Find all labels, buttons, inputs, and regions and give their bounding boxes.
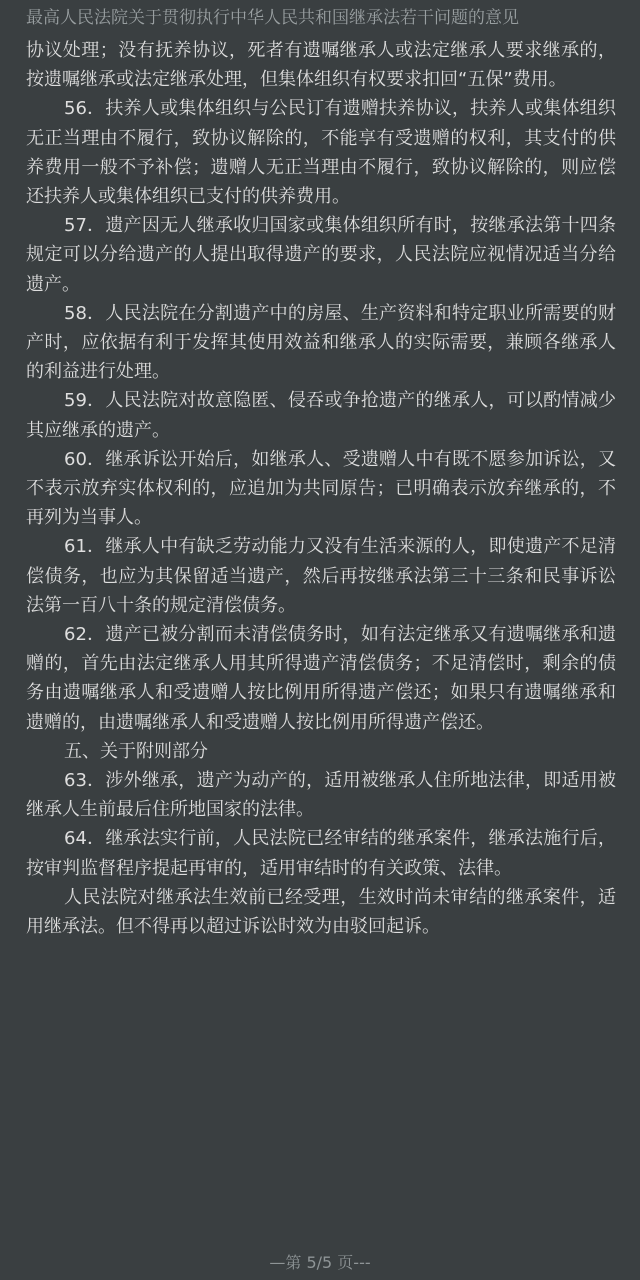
paragraph-closing: 人民法院对继承法生效前已经受理，生效时尚未审结的继承案件，适用继承法。但不得再以超过诉讼时效为由驳回起诉。 [26, 886, 616, 938]
paragraph-article-59: 59．人民法院对故意隐匿、侵吞或争抢遗产的继承人，可以酌情减少其应继承的遗产。 [26, 390, 616, 441]
paragraph-article-56: 56．扶养人或集体组织与公民订有遗赠扶养协议，扶养人或集体组织无正当理由不履行，致协议解除的，不能享有受遗赠的权利，其支付的供养费用一般不予补偿；遗赠人无正当理由不履行，致协议解除的，则应偿还扶养人或集体组织已支付的供养费用。 [26, 98, 616, 208]
section-heading: 五、关于附则部分 [64, 740, 208, 762]
reader-content[interactable] [26, 36, 616, 941]
paragraph-article-63: 63．涉外继承，遗产为动产的，适用被继承人住所地法律，即适用被继承人生前最后住所地国家的法律。 [26, 770, 616, 821]
paragraph-article-62: 62．遗产已被分割而未清偿债务时，如有法定继承又有遗嘱继承和遗赠的，首先由法定继承人用其所得遗产清偿债务；不足清偿时，剩余的债务由遗嘱继承人和受遗赠人按比例用所得遗产偿还；如果只有遗嘱继承和遗赠的，由遗嘱继承人和受遗赠人按比例用所得遗产偿还。 [26, 624, 616, 733]
page-indicator: —第 5/5 页--- [269, 1253, 371, 1272]
document-title: 最高人民法院关于贯彻执行中华人民共和国继承法若干问题的意见 [26, 8, 519, 28]
paragraph-article-58: 58．人民法院在分割遗产中的房屋、生产资料和特定职业所需要的财产时，应依据有利于发挥其使用效益和继承人的实际需要，兼顾各继承人的利益进行处理。 [26, 302, 616, 383]
paragraph-article-61: 61．继承人中有缺乏劳动能力又没有生活来源的人，即使遗产不足清偿债务，也应为其保留适当遗产，然后再按继承法第三十三条和民事诉讼法第一百八十条的规定清偿债务。 [26, 536, 616, 616]
paragraph-article-57: 57．遗产因无人继承收归国家或集体组织所有时，按继承法第十四条规定可以分给遗产的人提出取得遗产的要求，人民法院应视情况适当分给遗产。 [26, 215, 616, 295]
paragraph-article-60: 60．继承诉讼开始后，如继承人、受遗赠人中有既不愿参加诉讼，又不表示放弃实体权利的，应追加为共同原告；已明确表示放弃继承的，不再列为当事人。 [26, 448, 616, 529]
paragraph-continuation: 协议处理；没有抚养协议，死者有遗嘱继承人或法定继承人要求继承的，按遗嘱继承或法定继承处理，但集体组织有权要求扣回“五保”费用。 [26, 40, 616, 91]
paragraph-article-64: 64．继承法实行前，人民法院已经审结的继承案件，继承法施行后，按审判监督程序提起再审的，适用审结时的有关政策、法律。 [26, 828, 616, 879]
